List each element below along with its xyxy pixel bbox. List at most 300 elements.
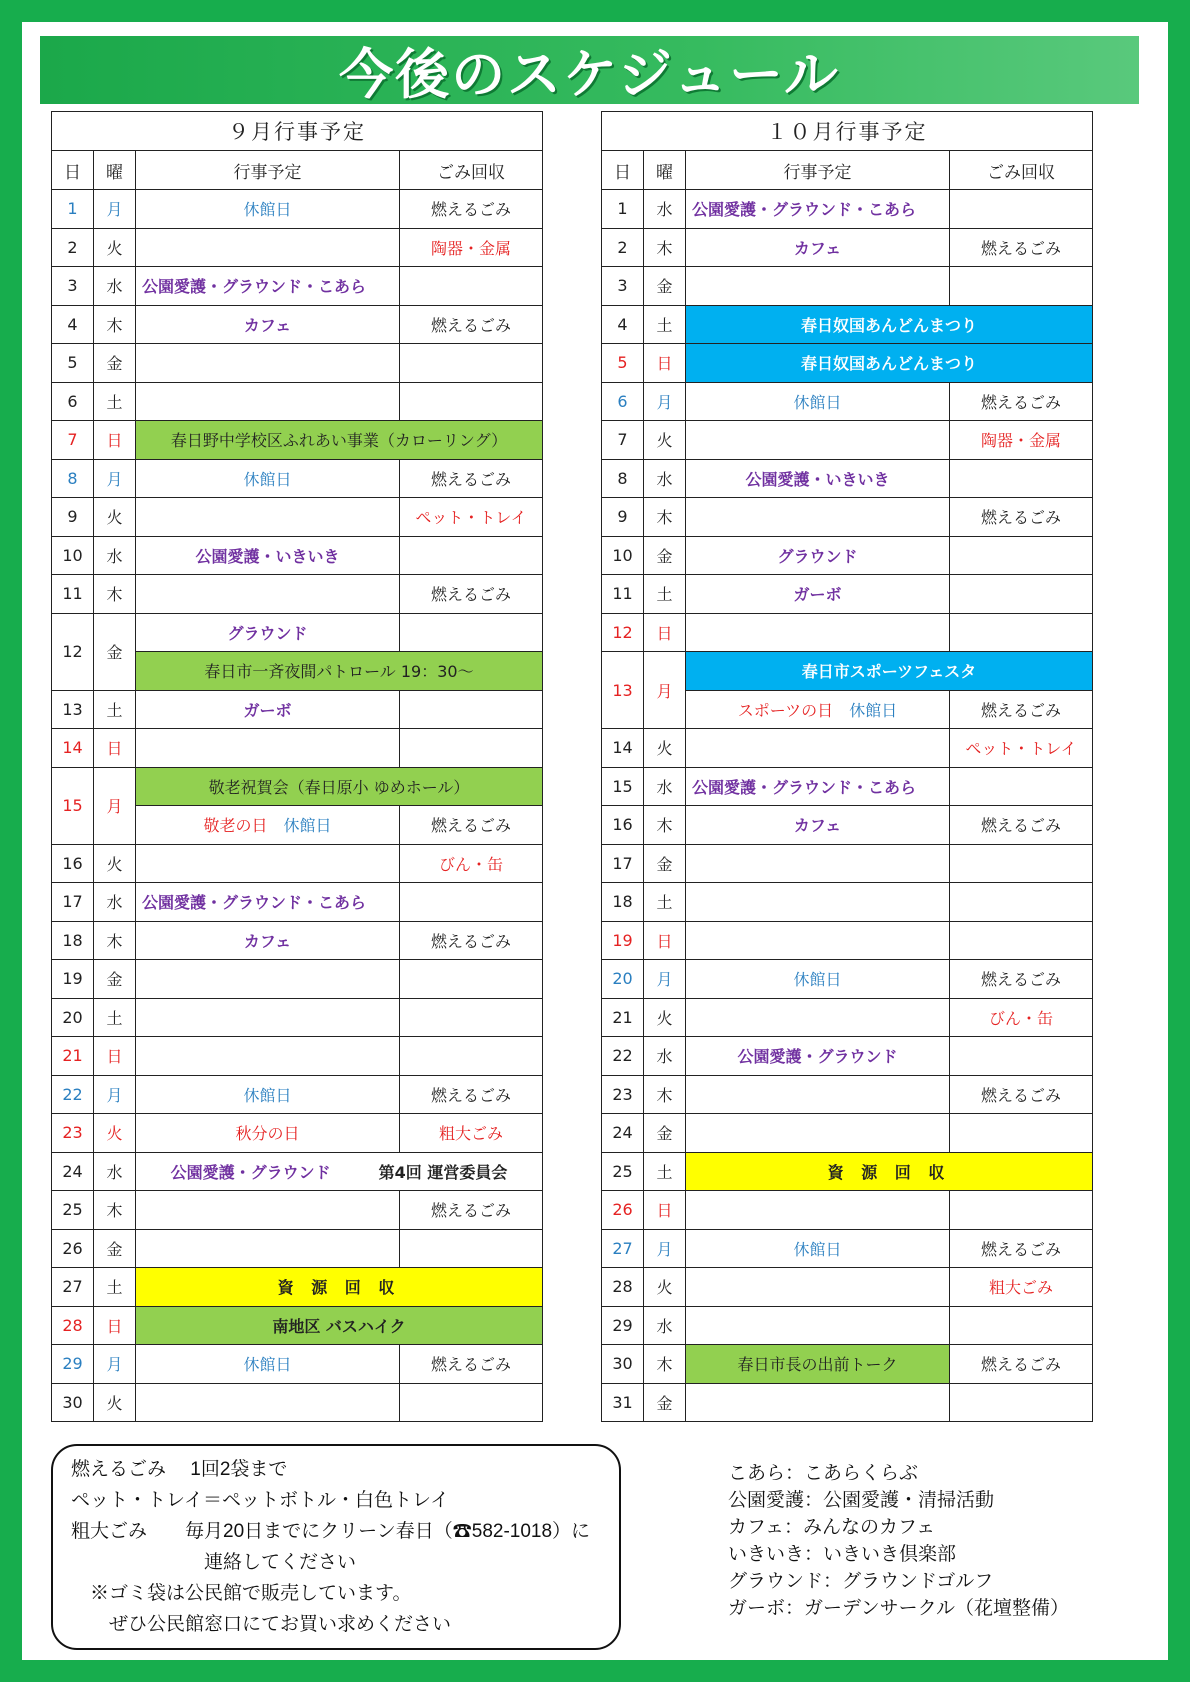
weekday-cell: 日 [94,1306,136,1345]
event-cell [136,1114,400,1153]
table-row [602,344,1093,383]
event-cell [136,382,400,421]
event-cell [136,1383,400,1422]
event-text: 春日奴国あんどんまつり [800,315,977,335]
day-cell: 9 [52,498,94,537]
weekday-cell: 金 [644,1114,686,1153]
garbage-cell: 粗大ごみ [950,1268,1093,1307]
event-text: カフェ [243,931,292,951]
table-row [602,267,1093,306]
table-row [602,536,1093,575]
event-cell [686,960,950,999]
table-row [52,575,543,614]
weekday-cell: 水 [94,536,136,575]
event-cell [686,1268,950,1307]
event-cell [136,921,400,960]
weekday-cell: 木 [94,305,136,344]
note-line: ※ゴミ袋は公民館で販売しています。 [71,1583,412,1604]
table-row [602,729,1093,768]
event-cell [686,806,950,845]
event-cell [686,844,950,883]
day-cell: 19 [52,960,94,999]
garbage-cell: 燃えるごみ [400,806,543,845]
legend-item: こあら：こあらくらぶ [728,1463,919,1484]
weekday-cell: 金 [94,1229,136,1268]
table-row [602,1306,1093,1345]
table-row [52,690,543,729]
weekday-cell: 火 [94,498,136,537]
event-cell [686,729,950,768]
day-cell: 15 [52,767,94,844]
event-cell [136,613,400,652]
event-cell [136,1037,400,1076]
event-text: 公園愛護・グラウンド [737,1047,898,1067]
garbage-cell [950,883,1093,922]
day-cell: 29 [52,1345,94,1384]
day-cell: 8 [602,459,644,498]
event-cell [686,536,950,575]
event-text: 公園愛護・いきいき [195,546,340,566]
garbage-cell [950,1114,1093,1153]
note-line: ぜひ公民館窓口にてお買い求めください [71,1614,452,1635]
garbage-cell [400,998,543,1037]
col-garbage-header: ごみ回収 [400,151,543,190]
table-row [52,1152,543,1191]
day-cell: 9 [602,498,644,537]
garbage-notes-box [51,1444,621,1650]
event-text: 資 源 回 収 [277,1278,401,1298]
event-text: ガーボ [793,585,842,605]
day-cell: 2 [52,228,94,267]
weekday-cell: 火 [94,1114,136,1153]
weekday-cell: 水 [644,1037,686,1076]
table-row [602,998,1093,1037]
table-row [602,228,1093,267]
event-cell [136,267,400,306]
event-cell [136,1345,400,1384]
garbage-cell: 燃えるごみ [950,498,1093,537]
table-row [52,267,543,306]
event-text: 秋分の日 [235,1124,300,1144]
garbage-cell: 燃えるごみ [950,228,1093,267]
event-cell [686,652,1093,691]
garbage-cell: 粗大ごみ [400,1114,543,1153]
event-cell [686,382,950,421]
table-row [52,1229,543,1268]
weekday-cell: 土 [644,305,686,344]
weekday-cell: 日 [644,1191,686,1230]
table-row [52,1114,543,1153]
table-row [602,1229,1093,1268]
day-cell: 10 [602,536,644,575]
event-cell [686,421,950,460]
event-text: 休館日 [243,200,292,220]
table-row [52,767,543,806]
day-cell: 1 [602,190,644,229]
weekday-cell: 土 [644,1152,686,1191]
weekday-cell: 水 [644,459,686,498]
day-cell: 30 [52,1383,94,1422]
weekday-cell: 月 [94,1345,136,1384]
table-row [52,421,543,460]
weekday-cell: 土 [94,1268,136,1307]
table-row [52,305,543,344]
garbage-cell [950,190,1093,229]
weekday-cell: 金 [644,267,686,306]
october-title: １０月行事予定 [602,112,1093,151]
weekday-cell: 木 [644,1075,686,1114]
garbage-cell [400,536,543,575]
garbage-cell [950,575,1093,614]
garbage-cell: 燃えるごみ [400,921,543,960]
weekday-cell: 土 [94,382,136,421]
day-cell: 24 [602,1114,644,1153]
event-cell [686,1114,950,1153]
garbage-cell: 燃えるごみ [400,1345,543,1384]
event-text: 公園愛護・グラウンド・こあら [142,893,367,913]
weekday-cell: 金 [644,844,686,883]
event-cell [686,459,950,498]
weekday-cell: 木 [94,575,136,614]
event-text: 春日野中学校区ふれあい事業（カローリング） [170,431,508,451]
table-row [52,883,543,922]
day-cell: 22 [52,1075,94,1114]
weekday-cell: 金 [94,613,136,690]
event-cell [136,1306,543,1345]
garbage-cell [950,267,1093,306]
table-row [602,1191,1093,1230]
event-text: 南地区 バスハイク [272,1316,406,1336]
table-row [52,998,543,1037]
weekday-cell: 火 [644,421,686,460]
event-text: 休館日 [243,1085,292,1105]
legend-item: グラウンド：グラウンドゴルフ [728,1571,994,1592]
table-row [52,1345,543,1384]
event-text: 休館日 [243,1355,292,1375]
garbage-cell: 燃えるごみ [400,1191,543,1230]
weekday-cell: 木 [644,498,686,537]
event-cell [136,305,400,344]
day-cell: 6 [602,382,644,421]
garbage-cell: 燃えるごみ [950,690,1093,729]
garbage-cell: 燃えるごみ [400,1075,543,1114]
col-day-header: 日 [52,151,94,190]
weekday-cell: 土 [644,883,686,922]
event-cell [686,305,1093,344]
event-cell [686,1152,1093,1191]
event-cell [136,690,400,729]
garbage-cell: 燃えるごみ [400,575,543,614]
table-row [602,806,1093,845]
day-cell: 30 [602,1345,644,1384]
event-text: 休館日 [793,970,842,990]
day-cell: 3 [602,267,644,306]
weekday-cell: 月 [94,190,136,229]
event-cell [136,844,400,883]
legend-item: ガーボ：ガーデンサークル（花壇整備） [728,1598,1070,1619]
weekday-cell: 日 [94,1037,136,1076]
event-cell [686,190,950,229]
garbage-cell: びん・缶 [950,998,1093,1037]
day-cell: 20 [52,998,94,1037]
day-cell: 21 [602,998,644,1037]
table-row [52,1075,543,1114]
event-text: 休館日 [793,1239,842,1259]
table-row [602,305,1093,344]
legend-item: 公園愛護：公園愛護・清掃活動 [728,1490,995,1511]
event-text: 春日市長の出前トーク [737,1355,898,1375]
garbage-cell: 燃えるごみ [950,1075,1093,1114]
event-text: グラウンド [777,546,858,566]
event-cell [686,1229,950,1268]
day-cell: 4 [602,305,644,344]
table-row [52,228,543,267]
day-cell: 26 [602,1191,644,1230]
garbage-cell: 燃えるごみ [950,806,1093,845]
weekday-cell: 水 [644,190,686,229]
event-text: カフェ [243,315,292,335]
event-cell [136,190,400,229]
table-row [52,1037,543,1076]
table-row [602,883,1093,922]
event-text: 敬老祝賀会（春日原小 ゆめホール） [208,777,470,797]
day-cell: 11 [602,575,644,614]
day-cell: 25 [602,1152,644,1191]
day-cell: 2 [602,228,644,267]
table-row [52,1306,543,1345]
weekday-cell: 水 [94,883,136,922]
abbreviation-legend [728,1460,1069,1622]
garbage-cell [400,1037,543,1076]
garbage-cell [400,267,543,306]
event-text: スポーツの日 [737,700,834,720]
table-row [602,652,1093,691]
garbage-cell [950,536,1093,575]
day-cell: 27 [52,1268,94,1307]
table-row [52,1383,543,1422]
table-row [52,382,543,421]
day-cell: 15 [602,767,644,806]
event-text: 休館日 [243,469,292,489]
garbage-cell [950,1037,1093,1076]
garbage-cell [400,1383,543,1422]
table-row [602,1152,1093,1191]
weekday-cell: 土 [94,998,136,1037]
weekday-cell: 月 [644,382,686,421]
note-line: ペット・トレイ＝ペットボトル・白色トレイ [71,1490,450,1511]
garbage-cell [400,344,543,383]
garbage-cell: 燃えるごみ [400,459,543,498]
event-cell [136,498,400,537]
table-row [602,767,1093,806]
table-row [602,1114,1093,1153]
table-row [602,498,1093,537]
weekday-cell: 日 [644,344,686,383]
weekday-cell: 木 [644,1345,686,1384]
table-row [602,459,1093,498]
day-cell: 3 [52,267,94,306]
day-cell: 24 [52,1152,94,1191]
weekday-cell: 金 [644,1383,686,1422]
event-cell [136,806,400,845]
table-row [602,190,1093,229]
event-text: 公園愛護・グラウンド・こあら [692,200,917,220]
day-cell: 12 [602,613,644,652]
day-cell: 13 [602,652,644,729]
day-cell: 18 [602,883,644,922]
table-row [52,344,543,383]
weekday-cell: 月 [644,960,686,999]
day-cell: 23 [52,1114,94,1153]
legend-item: カフェ：みんなのカフェ [728,1517,936,1538]
garbage-cell [400,729,543,768]
event-text-2: 休館日 [849,700,898,720]
day-cell: 7 [602,421,644,460]
event-cell [136,767,543,806]
event-cell [136,421,543,460]
title-banner [40,36,1139,104]
table-row [602,613,1093,652]
day-cell: 5 [52,344,94,383]
event-text: 敬老の日 [203,816,268,836]
event-cell [136,1075,400,1114]
day-cell: 17 [52,883,94,922]
weekday-cell: 金 [94,344,136,383]
weekday-cell: 木 [94,1191,136,1230]
garbage-cell [400,382,543,421]
garbage-cell: 燃えるごみ [400,305,543,344]
event-text: 休館日 [793,392,842,412]
weekday-cell: 土 [644,575,686,614]
day-cell: 12 [52,613,94,690]
garbage-cell: 燃えるごみ [400,190,543,229]
event-cell [136,652,543,691]
weekday-cell: 木 [644,228,686,267]
table-row [52,536,543,575]
garbage-cell: 燃えるごみ [950,382,1093,421]
day-cell: 14 [52,729,94,768]
table-row [602,1268,1093,1307]
event-cell [136,998,400,1037]
event-text: ガーボ [243,700,292,720]
col-event-header: 行事予定 [686,151,950,190]
garbage-cell: ペット・トレイ [400,498,543,537]
event-cell [136,960,400,999]
event-cell [686,344,1093,383]
weekday-cell: 木 [644,806,686,845]
garbage-cell [400,690,543,729]
event-text-2: 第4回 運営委員会 [378,1162,508,1182]
event-text: 公園愛護・グラウンド [170,1162,331,1182]
day-cell: 13 [52,690,94,729]
day-cell: 5 [602,344,644,383]
weekday-cell: 火 [94,228,136,267]
weekday-cell: 水 [644,767,686,806]
table-row [52,729,543,768]
event-text: カフェ [793,816,842,836]
table-row [602,1383,1093,1422]
garbage-cell [950,613,1093,652]
weekday-cell: 火 [644,1268,686,1307]
event-cell [686,228,950,267]
event-cell [136,536,400,575]
weekday-cell: 水 [94,1152,136,1191]
event-text: 公園愛護・グラウンド・こあら [692,777,917,797]
weekday-cell: 月 [94,459,136,498]
day-cell: 23 [602,1075,644,1114]
day-cell: 26 [52,1229,94,1268]
event-cell [686,1037,950,1076]
event-cell [136,1152,543,1191]
day-cell: 14 [602,729,644,768]
event-cell [686,1075,950,1114]
day-cell: 10 [52,536,94,575]
note-line: 燃えるごみ 1回2袋まで [71,1459,288,1480]
garbage-cell [950,1383,1093,1422]
day-cell: 8 [52,459,94,498]
event-cell [686,1345,950,1384]
event-text: グラウンド [227,623,308,643]
garbage-cell [400,613,543,652]
event-cell [136,729,400,768]
event-cell [136,1268,543,1307]
garbage-cell [950,767,1093,806]
event-text: 春日奴国あんどんまつり [800,354,977,374]
day-cell: 28 [52,1306,94,1345]
event-cell [136,1229,400,1268]
day-cell: 20 [602,960,644,999]
weekday-cell: 木 [94,921,136,960]
table-row [52,1268,543,1307]
day-cell: 11 [52,575,94,614]
event-cell [686,921,950,960]
col-event-header: 行事予定 [136,151,400,190]
weekday-cell: 金 [644,536,686,575]
event-cell [686,998,950,1037]
weekday-cell: 月 [644,652,686,729]
event-text: カフェ [793,238,842,258]
garbage-cell [950,844,1093,883]
table-row [602,575,1093,614]
weekday-cell: 日 [94,421,136,460]
event-cell [686,267,950,306]
event-cell [686,767,950,806]
day-cell: 25 [52,1191,94,1230]
weekday-cell: 日 [644,613,686,652]
event-cell [136,575,400,614]
garbage-cell: びん・缶 [400,844,543,883]
day-cell: 29 [602,1306,644,1345]
weekday-cell: 火 [94,1383,136,1422]
table-row [52,190,543,229]
event-cell [686,1306,950,1345]
day-cell: 16 [602,806,644,845]
col-garbage-header: ごみ回収 [950,151,1093,190]
event-cell [136,228,400,267]
weekday-cell: 月 [644,1229,686,1268]
weekday-cell: 月 [94,1075,136,1114]
table-row [52,921,543,960]
event-cell [136,459,400,498]
weekday-cell: 土 [94,690,136,729]
garbage-cell [950,1306,1093,1345]
day-cell: 6 [52,382,94,421]
event-cell [686,613,950,652]
weekday-cell: 日 [94,729,136,768]
table-row [602,1037,1093,1076]
day-cell: 28 [602,1268,644,1307]
table-row [52,960,543,999]
